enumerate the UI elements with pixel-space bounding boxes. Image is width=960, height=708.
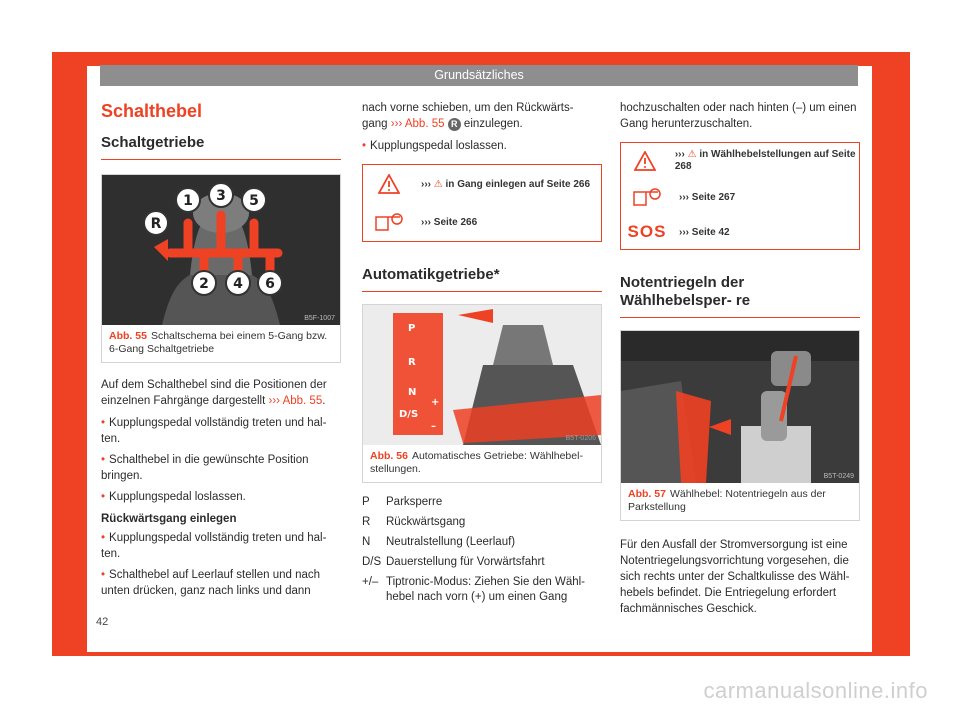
figure-57-caption (621, 483, 859, 520)
sos-icon-text: SOS (627, 222, 667, 241)
legend-row (362, 515, 602, 530)
warning-box (362, 164, 602, 242)
list-item: • Schalthebel auf Leerlauf stellen und nach unten drücken, ganz nach links und dann (101, 569, 321, 597)
figure-57-image (621, 331, 859, 483)
figure-55-image (102, 175, 340, 325)
inline-warning-icon: ⚠ (687, 149, 697, 160)
sos-icon (621, 222, 673, 242)
warning-link[interactable]: in Wählhebelstellungen auf Seite 268 (674, 149, 856, 172)
gear-label-3: 3 (216, 188, 226, 204)
figure-code: B5F-1007 (304, 315, 335, 322)
inline-warning-icon: ⚠ (433, 178, 443, 190)
subsection-title-manual: Schaltgetriebe (101, 134, 341, 160)
figure-55 (101, 174, 341, 363)
list-item: • Kupplungspedal vollständig treten und hal- ten. (101, 417, 327, 445)
selector-n: N (408, 387, 417, 398)
selector-minus: – (431, 421, 436, 432)
bullet-text: Schalthebel auf Leerlauf stellen und nach unten drücken, ganz nach links und dann (101, 569, 321, 597)
list-item: • Kupplungspedal loslassen. (362, 140, 507, 152)
sos-row (621, 215, 859, 249)
figure-56-caption (363, 445, 601, 482)
list-item: • Kupplungspedal vollständig treten und hal- ten. (101, 532, 327, 560)
ref-arrow: ››› (679, 191, 689, 203)
legend-row (362, 495, 602, 510)
bullet-text: Kupplungspedal loslassen. (370, 140, 507, 152)
section-title: Schalthebel (101, 101, 203, 121)
intro-end: . (322, 395, 326, 407)
figure-56-image (363, 305, 601, 445)
legend-key: N (362, 536, 371, 548)
legend-key: D/S (362, 556, 382, 568)
selector-r: R (408, 357, 416, 368)
figure-link-55[interactable]: Abb. 55 (282, 395, 323, 407)
ref-arrow: ››› (674, 149, 685, 160)
book-info-icon (363, 212, 415, 232)
subsection-title-automatic: Automatikgetriebe* (362, 266, 602, 292)
gear-shift-illustration (102, 175, 340, 325)
figure-code: B5T-0206 (565, 435, 596, 442)
warning-triangle-icon (363, 174, 415, 194)
page-header: Grundsätzliches (100, 65, 858, 86)
figure-link-55[interactable]: Abb. 55 (404, 118, 445, 130)
ref-arrow: ››› (268, 395, 281, 407)
column-right (620, 100, 860, 623)
legend-row (362, 555, 602, 570)
caption-label: Abb. 56 (370, 450, 408, 462)
emergency-release-paragraph: Für den Ausfall der Stromversorgung ist eine Notentriegelungsvorrichtung vorgesehen, die sich rechts unter der Schaltkulisse des Wähl- hebels befindet. Die Entriegelung erfordert fachmännisches Geschick. (620, 539, 850, 615)
watermark: carmanualsonline.info (703, 678, 928, 703)
emergency-release-illustration (621, 331, 859, 483)
column-middle (362, 100, 602, 610)
page-link[interactable]: Seite 42 (691, 226, 730, 238)
ref-arrow: ››› (421, 178, 431, 190)
legend-value: Tiptronic-Modus: Ziehen Sie den Wähl- hebel nach vorn (+) um einen Gang (386, 576, 585, 603)
page-link[interactable]: Seite 267 (691, 191, 736, 203)
warning-triangle-icon (621, 151, 669, 171)
caption-label: Abb. 57 (628, 488, 666, 500)
legend-key: P (362, 496, 370, 508)
cont-text: nach vorne schieben, um den Rückwärts- gang (362, 102, 574, 130)
continued-paragraph (362, 100, 602, 132)
legend-value: Dauerstellung für Vorwärtsfahrt (386, 556, 545, 568)
legend-value: Neutralstellung (Leerlauf) (386, 536, 516, 548)
subsection-title-emergency: Notentriegeln der Wählhebelsper- re (620, 274, 860, 318)
legend-key: +/– (362, 576, 379, 588)
legend-key: R (362, 516, 371, 528)
gear-label-1: 1 (183, 193, 193, 209)
legend-row (362, 575, 602, 605)
warning-row (363, 165, 601, 203)
caption-text: Automatisches Getriebe: Wählhebel- stellungen. (370, 450, 583, 475)
reverse-gear-heading: Rückwärtsgang einlegen (101, 513, 237, 525)
note-row (363, 203, 601, 241)
bullet-text: Kupplungspedal loslassen. (109, 491, 246, 503)
selector-ds: D/S (399, 409, 419, 420)
ref-arrow: ››› (390, 118, 403, 130)
note-row (621, 179, 859, 215)
legend-row (362, 535, 602, 550)
page-link[interactable]: Seite 266 (433, 216, 478, 228)
figure-code: B5T-0249 (823, 473, 854, 480)
warning-link[interactable]: in Gang einlegen auf Seite 266 (445, 178, 591, 190)
continued-paragraph: hochzuschalten oder nach hinten (–) um einen Gang herunterzuschalten. (620, 102, 857, 130)
bullet-text: Kupplungspedal vollständig treten und hal- ten. (101, 417, 327, 445)
bullet-text: Schalthebel in die gewünschte Position bringen. (101, 454, 309, 482)
figure-55-caption (102, 325, 340, 362)
intro-paragraph (101, 377, 341, 409)
caption-label: Abb. 55 (109, 330, 147, 342)
ref-arrow: ››› (421, 216, 431, 228)
caption-text: Wählhebel: Notentriegeln aus der Parkstellung (628, 488, 826, 513)
list-item: • Schalthebel in die gewünschte Position bringen. (101, 454, 309, 482)
reverse-badge: R (448, 118, 461, 131)
warning-row (621, 143, 859, 179)
gear-label-2: 2 (199, 276, 209, 292)
list-item: • Kupplungspedal loslassen. (101, 491, 246, 503)
legend-value: Parksperre (386, 496, 443, 508)
selector-p: P (408, 323, 416, 334)
warning-box (620, 142, 860, 250)
cont-text-end: einzulegen. (463, 118, 523, 130)
automatic-selector-illustration (363, 305, 601, 445)
column-left (101, 100, 341, 604)
book-info-icon (621, 187, 673, 207)
gear-label-r: R (150, 216, 162, 232)
page-number: 42 (96, 616, 109, 628)
figure-57 (620, 330, 860, 521)
selector-plus: + (431, 397, 440, 408)
bullet-text: Kupplungspedal vollständig treten und hal- ten. (101, 532, 327, 560)
caption-text: Schaltschema bei einem 5-Gang bzw. 6-Gang Schaltgetriebe (109, 330, 328, 355)
gear-label-6: 6 (265, 276, 275, 292)
intro-text: Auf dem Schalthebel sind die Positionen der einzelnen Fahrgänge dargestellt (101, 379, 327, 407)
ref-arrow: ››› (679, 226, 689, 238)
gear-label-4: 4 (233, 276, 243, 292)
legend-value: Rückwärtsgang (386, 516, 466, 528)
selector-legend (362, 495, 602, 605)
figure-56 (362, 304, 602, 483)
gear-label-5: 5 (249, 193, 259, 209)
